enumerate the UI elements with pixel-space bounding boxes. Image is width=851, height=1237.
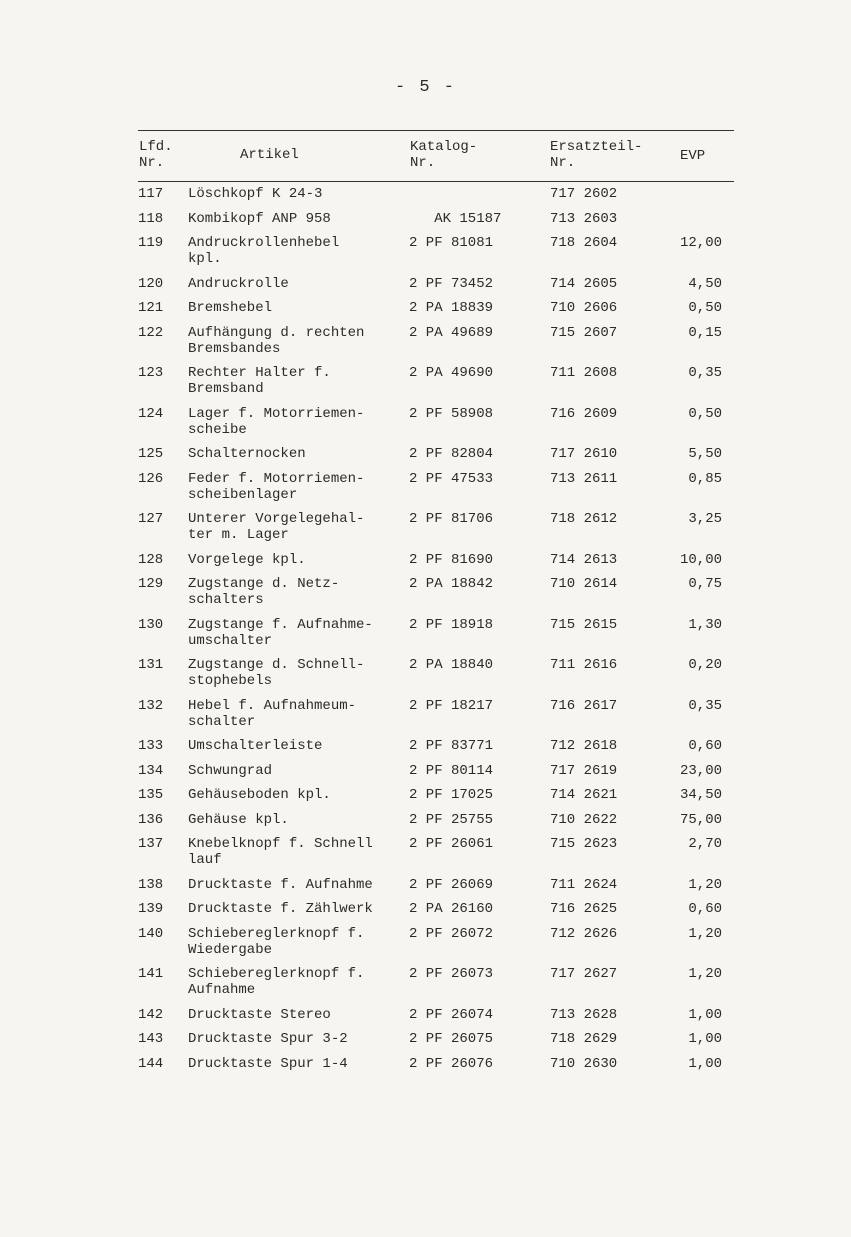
row-artikel-continued: Bremsbandes — [188, 340, 281, 357]
row-artikel: Gehäuseboden kpl. — [188, 787, 331, 803]
row-ersatzteil-nr: 712 2618 — [550, 738, 618, 754]
table-row — [138, 966, 734, 1007]
table-row — [138, 446, 734, 471]
header-lfd-nr: Lfd. Nr. — [139, 139, 173, 171]
row-evp: 1,30 — [688, 616, 722, 633]
row-katalog-nr: 2 PF 47533 — [409, 470, 494, 487]
page-number: - 5 - — [394, 78, 456, 97]
row-artikel: Zugstange d. Schnell- — [188, 657, 365, 673]
row-katalog-nr: 2 PF 18217 — [409, 697, 494, 714]
row-katalog-nr: 2 PA 26160 — [409, 901, 494, 917]
row-nr: 140 — [138, 925, 164, 942]
row-artikel-continued: stophebels — [188, 673, 273, 689]
row-artikel: Löschkopf K 24-3 — [188, 186, 323, 202]
row-nr: 135 — [138, 787, 164, 803]
row-katalog-nr: 2 PA 18842 — [409, 576, 494, 592]
row-evp: 12,00 — [679, 235, 722, 251]
row-artikel: Drucktaste Stereo — [188, 1006, 331, 1023]
row-artikel-continued: scheibenlager — [188, 486, 298, 503]
row-nr: 123 — [138, 365, 164, 381]
row-artikel: Rechter Halter f. — [188, 365, 331, 381]
row-nr: 121 — [138, 300, 164, 316]
row-ersatzteil-nr: 711 2608 — [550, 365, 618, 381]
row-artikel-continued: schalter — [188, 713, 256, 730]
table-body — [138, 186, 734, 1080]
row-nr: 139 — [138, 901, 164, 917]
row-evp: 1,00 — [688, 1031, 722, 1047]
table-row — [138, 300, 734, 325]
row-evp: 2,70 — [688, 836, 722, 852]
row-artikel: Aufhängung d. rechten — [188, 324, 365, 341]
row-artikel: Zugstange f. Aufnahme- — [188, 616, 373, 633]
row-ersatzteil-nr: 710 2630 — [550, 1055, 618, 1072]
row-evp: 1,00 — [688, 1055, 722, 1072]
table-row — [138, 763, 734, 788]
row-artikel: Gehäuse kpl. — [188, 811, 289, 828]
row-ersatzteil-nr: 717 2610 — [550, 446, 618, 462]
row-katalog-nr: AK 15187 — [409, 210, 502, 227]
row-ersatzteil-nr: 718 2629 — [550, 1031, 618, 1047]
row-katalog-nr: 2 PF 83771 — [409, 738, 494, 754]
header-ersatzteil-nr: Ersatzteil- Nr. — [550, 139, 643, 171]
row-evp: 0,35 — [688, 697, 722, 714]
table-row — [138, 325, 734, 366]
row-artikel-continued: ter m. Lager — [188, 527, 289, 543]
table-row — [138, 552, 734, 577]
table-row — [138, 211, 734, 236]
header-bottom-rule — [138, 181, 734, 182]
table-row — [138, 738, 734, 763]
row-artikel: Knebelknopf f. Schnell — [188, 836, 373, 852]
row-katalog-nr: 2 PF 26061 — [409, 836, 494, 852]
row-nr: 129 — [138, 576, 164, 592]
row-evp: 3,25 — [688, 511, 722, 527]
row-ersatzteil-nr: 710 2606 — [550, 300, 618, 316]
row-nr: 127 — [138, 511, 164, 527]
row-evp: 0,60 — [688, 901, 722, 917]
row-artikel-continued: scheibe — [188, 421, 247, 438]
row-nr: 134 — [138, 762, 164, 779]
row-artikel: Unterer Vorgelegehal- — [188, 511, 365, 527]
table-row — [138, 365, 734, 406]
row-artikel: Schiebereglerknopf f. — [188, 966, 365, 982]
row-artikel: Vorgelege kpl. — [188, 551, 306, 568]
row-nr: 125 — [138, 446, 164, 462]
row-ersatzteil-nr: 711 2616 — [550, 657, 618, 673]
table-row — [138, 471, 734, 512]
row-evp: 0,35 — [688, 365, 722, 381]
row-evp: 75,00 — [679, 811, 722, 828]
row-artikel-continued: schalters — [188, 592, 264, 608]
row-katalog-nr: 2 PF 25755 — [409, 811, 494, 828]
row-evp: 1,20 — [688, 876, 722, 893]
row-katalog-nr: 2 PF 81081 — [409, 235, 494, 251]
row-nr: 130 — [138, 616, 164, 633]
row-artikel-continued: kpl. — [188, 251, 222, 267]
row-artikel: Drucktaste f. Zählwerk — [188, 901, 373, 917]
row-artikel: Andruckrolle — [188, 275, 289, 292]
row-ersatzteil-nr: 715 2615 — [550, 616, 618, 633]
row-katalog-nr: 2 PF 80114 — [409, 762, 494, 779]
row-artikel-continued: Aufnahme — [188, 982, 256, 998]
row-ersatzteil-nr: 715 2623 — [550, 836, 618, 852]
row-katalog-nr: 2 PF 26073 — [409, 966, 494, 982]
row-ersatzteil-nr: 716 2617 — [550, 697, 618, 714]
row-artikel-continued: lauf — [188, 852, 222, 868]
row-katalog-nr: 2 PA 49690 — [409, 365, 494, 381]
table-row — [138, 576, 734, 617]
row-evp: 0,60 — [688, 738, 722, 754]
row-ersatzteil-nr: 717 2627 — [550, 966, 618, 982]
row-ersatzteil-nr: 710 2622 — [550, 811, 618, 828]
row-katalog-nr: 2 PA 49689 — [409, 324, 494, 341]
row-nr: 138 — [138, 876, 164, 893]
row-ersatzteil-nr: 714 2613 — [550, 551, 618, 568]
table-row — [138, 812, 734, 837]
table-row — [138, 617, 734, 658]
row-artikel: Drucktaste Spur 1-4 — [188, 1055, 348, 1072]
row-katalog-nr: 2 PF 18918 — [409, 616, 494, 633]
row-evp: 0,20 — [688, 657, 722, 673]
row-ersatzteil-nr: 715 2607 — [550, 324, 618, 341]
row-ersatzteil-nr: 714 2621 — [550, 787, 618, 803]
row-nr: 141 — [138, 966, 164, 982]
row-evp: 5,50 — [688, 446, 722, 462]
table-row — [138, 657, 734, 698]
row-katalog-nr: 2 PF 26075 — [409, 1031, 494, 1047]
table-row — [138, 836, 734, 877]
table-row — [138, 1056, 734, 1081]
row-evp: 34,50 — [679, 787, 722, 803]
row-katalog-nr: 2 PF 81706 — [409, 511, 494, 527]
row-katalog-nr: 2 PF 73452 — [409, 275, 494, 292]
row-ersatzteil-nr: 713 2611 — [550, 470, 618, 487]
table-row — [138, 186, 734, 211]
row-evp: 23,00 — [679, 762, 722, 779]
row-ersatzteil-nr: 716 2625 — [550, 901, 618, 917]
row-katalog-nr: 2 PA 18839 — [409, 300, 494, 316]
table-row — [138, 406, 734, 447]
row-evp: 1,20 — [688, 966, 722, 982]
table-row — [138, 787, 734, 812]
row-nr: 119 — [138, 235, 164, 251]
row-nr: 128 — [138, 551, 164, 568]
row-artikel: Bremshebel — [188, 300, 273, 316]
row-katalog-nr: 2 PA 18840 — [409, 657, 494, 673]
row-nr: 117 — [138, 186, 164, 202]
row-artikel: Schwungrad — [188, 762, 273, 779]
row-katalog-nr: 2 PF 82804 — [409, 446, 494, 462]
row-ersatzteil-nr: 712 2626 — [550, 925, 618, 942]
row-ersatzteil-nr: 716 2609 — [550, 405, 618, 422]
table-row — [138, 1031, 734, 1056]
row-evp: 10,00 — [679, 551, 722, 568]
row-artikel: Andruckrollenhebel — [188, 235, 340, 251]
row-ersatzteil-nr: 711 2624 — [550, 876, 618, 893]
row-ersatzteil-nr: 713 2603 — [550, 210, 618, 227]
table-header — [138, 131, 734, 181]
row-artikel-continued: umschalter — [188, 632, 273, 649]
row-artikel: Drucktaste Spur 3-2 — [188, 1031, 348, 1047]
row-artikel: Umschalterleiste — [188, 738, 323, 754]
row-katalog-nr: 2 PF 17025 — [409, 787, 494, 803]
row-ersatzteil-nr: 718 2612 — [550, 511, 618, 527]
row-evp: 0,75 — [688, 576, 722, 592]
parts-table — [138, 130, 734, 1080]
row-ersatzteil-nr: 714 2605 — [550, 275, 618, 292]
row-nr: 136 — [138, 811, 164, 828]
row-nr: 118 — [138, 210, 164, 227]
row-katalog-nr: 2 PF 58908 — [409, 405, 494, 422]
row-evp: 0,50 — [688, 300, 722, 316]
row-artikel: Schiebereglerknopf f. — [188, 925, 365, 942]
table-row — [138, 1007, 734, 1032]
row-artikel-continued: Bremsband — [188, 381, 264, 397]
row-evp: 1,00 — [688, 1006, 722, 1023]
row-nr: 142 — [138, 1006, 164, 1023]
row-artikel: Hebel f. Aufnahmeum- — [188, 697, 357, 714]
row-nr: 132 — [138, 697, 164, 714]
row-ersatzteil-nr: 717 2602 — [550, 186, 618, 202]
header-artikel: Artikel — [240, 147, 299, 163]
row-nr: 124 — [138, 405, 164, 422]
row-katalog-nr: 2 PF 26069 — [409, 876, 494, 893]
row-artikel: Kombikopf ANP 958 — [188, 210, 331, 227]
row-evp: 0,15 — [688, 324, 722, 341]
row-ersatzteil-nr: 710 2614 — [550, 576, 618, 592]
header-evp: EVP — [680, 148, 706, 164]
row-ersatzteil-nr: 717 2619 — [550, 762, 618, 779]
table-row — [138, 926, 734, 967]
row-nr: 120 — [138, 275, 164, 292]
row-nr: 126 — [138, 470, 164, 487]
table-row — [138, 877, 734, 902]
table-row — [138, 901, 734, 926]
row-katalog-nr: 2 PF 26072 — [409, 925, 494, 942]
row-nr: 133 — [138, 738, 164, 754]
row-artikel: Drucktaste f. Aufnahme — [188, 876, 373, 893]
table-row — [138, 235, 734, 276]
table-row — [138, 698, 734, 739]
row-nr: 137 — [138, 836, 164, 852]
row-artikel: Lager f. Motorriemen- — [188, 405, 365, 422]
row-ersatzteil-nr: 713 2628 — [550, 1006, 618, 1023]
row-artikel-continued: Wiedergabe — [188, 941, 273, 958]
row-evp: 0,85 — [688, 470, 722, 487]
table-row — [138, 276, 734, 301]
row-nr: 131 — [138, 657, 164, 673]
row-nr: 122 — [138, 324, 164, 341]
row-katalog-nr: 2 PF 81690 — [409, 551, 494, 568]
row-artikel: Feder f. Motorriemen- — [188, 470, 365, 487]
row-artikel: Zugstange d. Netz- — [188, 576, 340, 592]
row-evp: 4,50 — [688, 275, 722, 292]
row-nr: 144 — [138, 1055, 164, 1072]
header-katalog-nr: Katalog- Nr. — [410, 139, 478, 171]
row-nr: 143 — [138, 1031, 164, 1047]
row-ersatzteil-nr: 718 2604 — [550, 235, 618, 251]
row-katalog-nr: 2 PF 26074 — [409, 1006, 494, 1023]
row-evp: 0,50 — [688, 405, 722, 422]
row-evp: 1,20 — [688, 925, 722, 942]
row-katalog-nr: 2 PF 26076 — [409, 1055, 494, 1072]
row-artikel: Schalternocken — [188, 446, 306, 462]
table-row — [138, 511, 734, 552]
